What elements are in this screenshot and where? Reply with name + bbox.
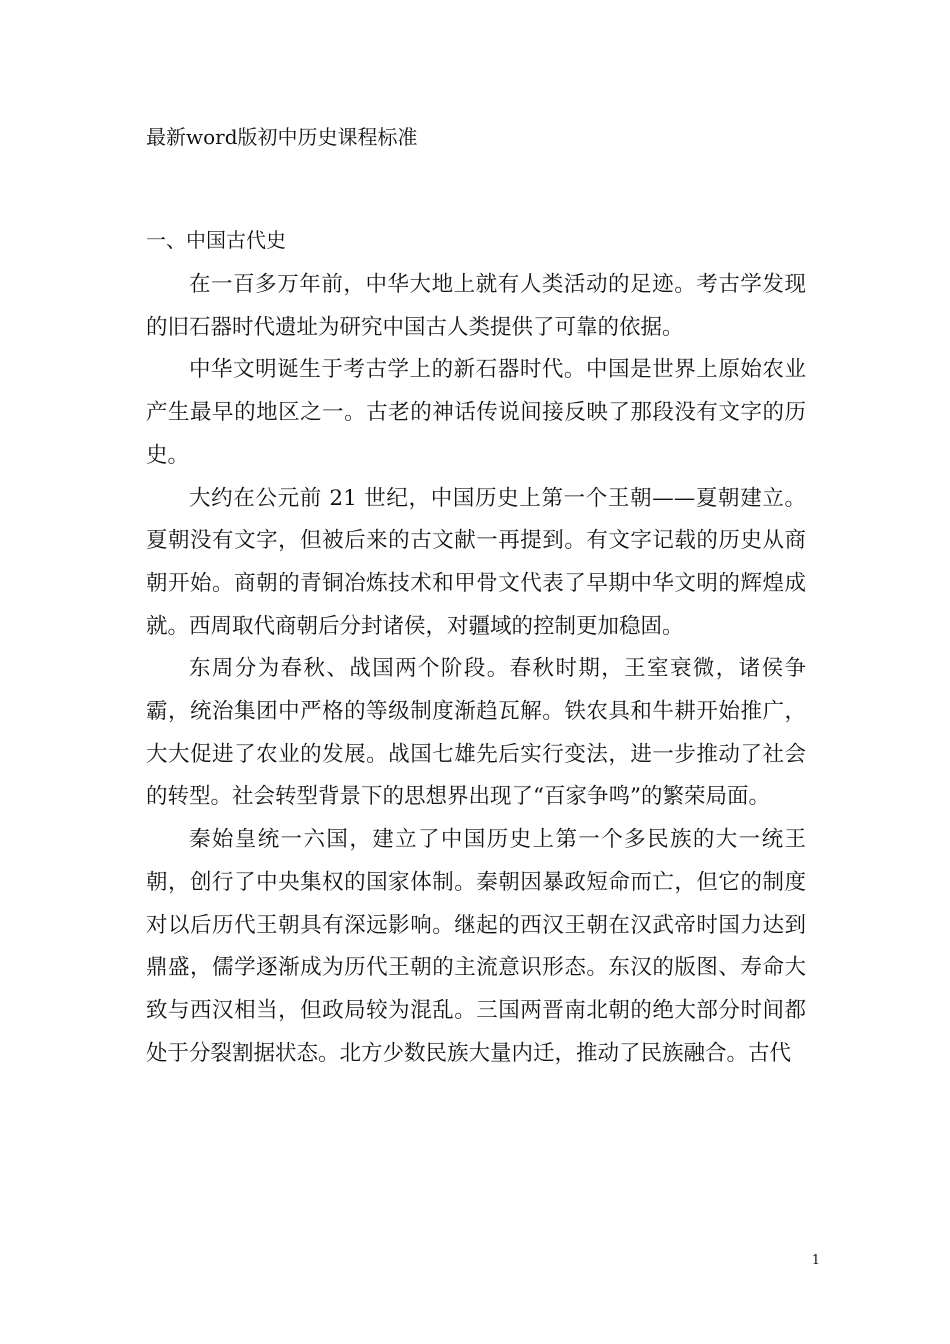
- paragraph: 东周分为春秋、战国两个阶段。春秋时期，王室衰微，诸侯争霸，统治集团中严格的等级制度渐趋瓦解。铁农具和牛耕开始推广，大大促进了农业的发展。战国七雄先后实行变法，进一步推动了社会的转型。社会转型背景下的思想界出现了“百家争鸣”的繁荣局面。: [146, 656, 806, 810]
- paragraph: 中华文明诞生于考古学上的新石器时代。中国是世界上原始农业产生最早的地区之一。古老的神话传说间接反映了那段没有文字的历史。: [146, 357, 806, 468]
- paragraph: 大约在公元前 21 世纪，中国历史上第一个王朝——夏朝建立。夏朝没有文字，但被后来的古文献一再提到。有文字记载的历史从商朝开始。商朝的青铜冶炼技术和甲骨文代表了早期中华文明的辉煌成就。西周取代商朝后分封诸侯，对疆域的控制更加稳固。: [146, 485, 806, 639]
- page-number: 1: [811, 1253, 820, 1268]
- document-title: 最新word版初中历史课程标准: [146, 125, 418, 149]
- paragraph: 在一百多万年前，中华大地上就有人类活动的足迹。考古学发现的旧石器时代遗址为研究中国古人类提供了可靠的依据。: [146, 272, 806, 340]
- document-body: [146, 264, 806, 1075]
- paragraph: 秦始皇统一六国，建立了中国历史上第一个多民族的大一统王朝，创行了中央集权的国家体制。秦朝因暴政短命而亡，但它的制度对以后历代王朝具有深远影响。继起的西汉王朝在汉武帝时国力达到鼎盛，儒学逐渐成为历代王朝的主流意识形态。东汉的版图、寿命大致与西汉相当，但政局较为混乱。三国两晋南北朝的绝大部分时间都处于分裂割据状态。北方少数民族大量内迁，推动了民族融合。古代: [146, 827, 806, 1066]
- section-heading: 一、中国古代史: [146, 228, 286, 252]
